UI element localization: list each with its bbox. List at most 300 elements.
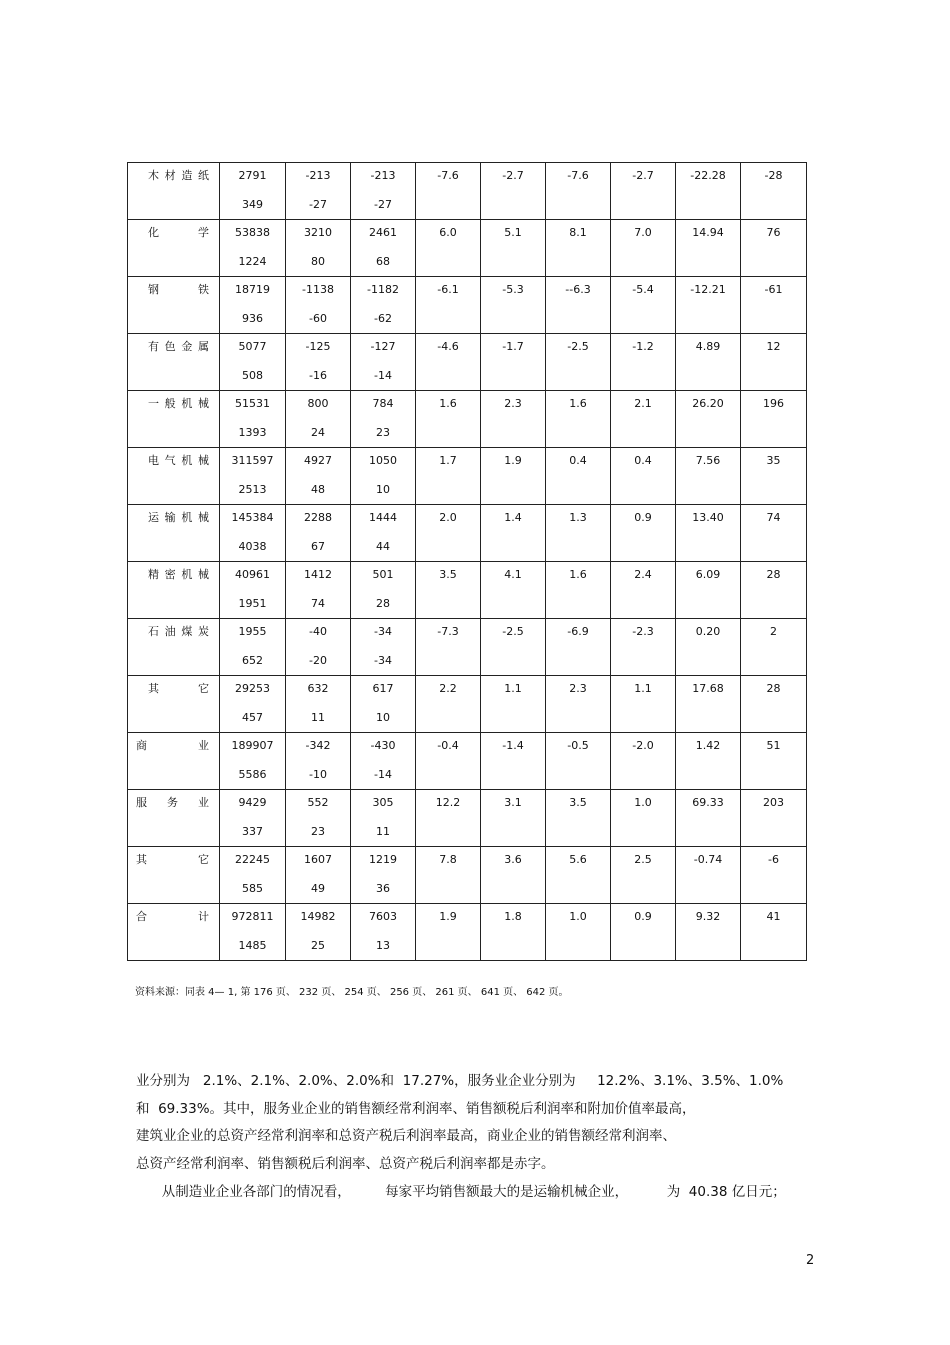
cell-value: 28 [376, 597, 390, 610]
table-row [128, 277, 807, 334]
cell-value: 4927 [304, 454, 332, 467]
ratio-cell [741, 562, 807, 619]
cell-value: 35 [766, 454, 781, 467]
cell-value: -22.28 [690, 169, 726, 182]
cell-value: 17.68 [692, 682, 724, 695]
industry-name-char: 电 [148, 454, 159, 467]
ratio-cell [611, 505, 676, 562]
industry-name-cell [128, 619, 220, 676]
ratio-cell [611, 733, 676, 790]
industry-name [128, 733, 219, 753]
cell-value: 2.1 [634, 397, 652, 410]
cell-value: 28 [766, 682, 781, 695]
cell-value: -34 [374, 625, 392, 638]
industry-name-char: 械 [197, 568, 209, 581]
cell-value: 2 [770, 625, 777, 638]
industry-name-char: 纸 [197, 169, 209, 182]
industry-name-cell [128, 676, 220, 733]
two-value-cell [220, 904, 286, 961]
ratio-cell [416, 733, 481, 790]
ratio-cell [676, 220, 741, 277]
ratio-cell [546, 733, 611, 790]
ratio-cell [676, 847, 741, 904]
two-value-cell [286, 277, 351, 334]
cell-value: 3210 [304, 226, 332, 239]
ratio-cell [546, 334, 611, 391]
cell-value: 1.6 [439, 397, 457, 410]
ratio-cell [416, 334, 481, 391]
industry-name-char: 机 [181, 511, 193, 524]
cell-value: 5586 [238, 768, 267, 781]
table-row [128, 448, 807, 505]
cell-value: 51531 [235, 397, 270, 410]
ratio-cell [741, 334, 807, 391]
cell-value: 4038 [238, 540, 267, 553]
industry-name [128, 334, 219, 354]
cell-value: 67 [311, 540, 325, 553]
ratio-cell [546, 562, 611, 619]
cell-value: -61 [764, 283, 783, 296]
ratio-cell [741, 163, 807, 220]
ratio-cell [481, 163, 546, 220]
industry-name-char: 机 [181, 454, 193, 467]
two-value-cell [351, 505, 416, 562]
cell-value: 9.32 [695, 910, 721, 923]
two-value-cell [220, 277, 286, 334]
cell-value: 145384 [231, 511, 274, 524]
cell-value: 1485 [238, 939, 267, 952]
industry-name [128, 220, 219, 240]
ratio-cell [481, 676, 546, 733]
cell-value: -1.7 [502, 340, 524, 353]
source-note: 资料来源：同表 4— 1, 第 176 页、 232 页、 254 页、 256 页、 261 页、 641 页、 642 页。 [135, 987, 569, 998]
industry-name-cell [128, 334, 220, 391]
cell-value: -2.5 [502, 625, 524, 638]
paragraph-line: 总资产经常利润率、销售额税后利润率、总资产税后利润率都是赤字。 [136, 1156, 555, 1172]
two-value-cell [220, 220, 286, 277]
cell-value: 1.6 [569, 397, 587, 410]
industry-name-cell [128, 448, 220, 505]
paragraph-line: 建筑业企业的总资产经常利润率和总资产税后利润率最高，商业企业的销售额经常利润率、 [136, 1128, 676, 1144]
cell-value: -20 [309, 654, 327, 667]
industry-name-char: 械 [197, 454, 209, 467]
industry-name [128, 448, 219, 468]
industry-name-char: 械 [197, 397, 209, 410]
cell-value: 48 [311, 483, 325, 496]
industry-name-char: 合 [136, 910, 147, 923]
cell-value: -27 [309, 198, 327, 211]
industry-name-char: 其 [136, 853, 147, 866]
cell-value: -430 [370, 739, 396, 752]
cell-value: -213 [305, 169, 331, 182]
industry-name [128, 163, 219, 183]
cell-value: 1951 [238, 597, 267, 610]
industry-name-char: 商 [136, 739, 147, 752]
cell-value: 2.2 [439, 682, 457, 695]
table-row [128, 790, 807, 847]
cell-value: 24 [311, 426, 325, 439]
cell-value: -5.3 [502, 283, 524, 296]
ratio-cell [741, 277, 807, 334]
ratio-cell [481, 790, 546, 847]
two-value-cell [220, 505, 286, 562]
cell-value: 0.9 [634, 910, 652, 923]
two-value-cell [220, 676, 286, 733]
cell-value: 2513 [238, 483, 267, 496]
cell-value: 26.20 [692, 397, 724, 410]
two-value-cell [220, 619, 286, 676]
cell-value: 1219 [369, 853, 397, 866]
two-value-cell [286, 619, 351, 676]
ratio-cell [416, 163, 481, 220]
cell-value: 40961 [235, 568, 270, 581]
ratio-cell [481, 847, 546, 904]
ratio-cell [481, 733, 546, 790]
industry-name-char: 其 [148, 682, 159, 695]
ratio-cell [416, 904, 481, 961]
ratio-cell [481, 904, 546, 961]
cell-value: 68 [376, 255, 390, 268]
ratio-cell [741, 904, 807, 961]
cell-value: 972811 [231, 910, 274, 923]
ratio-cell [416, 220, 481, 277]
cell-value: 7.56 [695, 454, 721, 467]
cell-value: 13.40 [692, 511, 724, 524]
paragraph-line: 业分别为 2.1%、2.1%、2.0%、2.0%和 17.27%，服务业企业分别为 12.2%、3.1%、3.5%、1.0% [136, 1073, 784, 1089]
ratio-cell [611, 277, 676, 334]
cell-value: 2.3 [569, 682, 587, 695]
table-row [128, 733, 807, 790]
cell-value: 51 [766, 739, 781, 752]
two-value-cell [220, 790, 286, 847]
industry-name-char: 它 [198, 682, 209, 695]
ratio-cell [611, 163, 676, 220]
ratio-cell [611, 334, 676, 391]
ratio-cell [546, 277, 611, 334]
cell-value: 5.6 [569, 853, 587, 866]
cell-value: 53838 [235, 226, 270, 239]
ratio-cell [611, 391, 676, 448]
ratio-cell [741, 220, 807, 277]
industry-name-cell [128, 163, 220, 220]
cell-value: 41 [766, 910, 781, 923]
cell-value: -14 [374, 369, 392, 382]
cell-value: -7.3 [437, 625, 459, 638]
ratio-cell [611, 790, 676, 847]
table-row [128, 163, 807, 220]
cell-value: -2.3 [632, 625, 654, 638]
industry-name-char: 密 [164, 568, 176, 581]
cell-value: 44 [376, 540, 390, 553]
cell-value: 76 [766, 226, 781, 239]
two-value-cell [286, 220, 351, 277]
cell-value: 800 [307, 397, 329, 410]
two-value-cell [286, 334, 351, 391]
industry-name-char: 它 [198, 853, 209, 866]
industry-name [128, 904, 219, 924]
cell-value: -0.5 [567, 739, 589, 752]
industry-name-char: 油 [164, 625, 176, 638]
industry-name-char: 属 [197, 340, 209, 353]
cell-value: -127 [370, 340, 396, 353]
two-value-cell [351, 334, 416, 391]
cell-value: 29253 [235, 682, 270, 695]
cell-value: -40 [309, 625, 327, 638]
industry-name-char: 务 [167, 796, 178, 809]
cell-value: 6.0 [439, 226, 457, 239]
ratio-cell [676, 505, 741, 562]
cell-value: 585 [242, 882, 263, 895]
cell-value: 552 [307, 796, 329, 809]
ratio-cell [676, 391, 741, 448]
paragraph-line: 从制造业企业各部门的情况看， 每家平均销售额最大的是运输机械企业， 为 40.38 亿日元； [136, 1184, 786, 1200]
industry-name-char: 石 [148, 625, 159, 638]
cell-value: -28 [764, 169, 783, 182]
two-value-cell [220, 163, 286, 220]
two-value-cell [220, 334, 286, 391]
ratio-cell [676, 448, 741, 505]
two-value-cell [351, 847, 416, 904]
cell-value: 1955 [238, 625, 267, 638]
table-row [128, 904, 807, 961]
ratio-cell [546, 676, 611, 733]
cell-value: 22245 [235, 853, 270, 866]
cell-value: 0.9 [634, 511, 652, 524]
ratio-cell [676, 562, 741, 619]
cell-value: 5077 [238, 340, 267, 353]
industry-name [128, 562, 219, 582]
industry-name-char: 运 [148, 511, 159, 524]
cell-value: 4.89 [695, 340, 721, 353]
industry-name-char: 材 [164, 169, 176, 182]
ratio-cell [546, 619, 611, 676]
industry-name-cell [128, 562, 220, 619]
table-row [128, 505, 807, 562]
two-value-cell [286, 733, 351, 790]
ratio-cell [676, 733, 741, 790]
cell-value: -16 [309, 369, 327, 382]
cell-value: -2.5 [567, 340, 589, 353]
cell-value: -34 [374, 654, 392, 667]
industry-name-char: 色 [164, 340, 176, 353]
cell-value: 2288 [304, 511, 332, 524]
cell-value: -1138 [302, 283, 334, 296]
ratio-cell [741, 676, 807, 733]
cell-value: 1.42 [695, 739, 721, 752]
industry-name-char: 有 [148, 340, 159, 353]
two-value-cell [286, 562, 351, 619]
ratio-cell [416, 847, 481, 904]
two-value-cell [286, 163, 351, 220]
cell-value: 49 [311, 882, 325, 895]
two-value-cell [220, 391, 286, 448]
paragraph-line: 和 69.33%。其中，服务业企业的销售额经常利润率、销售额税后利润率和附加价值率最高， [136, 1101, 696, 1117]
two-value-cell [351, 448, 416, 505]
ratio-cell [546, 163, 611, 220]
two-value-cell [351, 904, 416, 961]
ratio-cell [416, 391, 481, 448]
cell-value: 8.1 [569, 226, 587, 239]
ratio-cell [611, 619, 676, 676]
cell-value: 28 [766, 568, 781, 581]
two-value-cell [351, 163, 416, 220]
table-row [128, 676, 807, 733]
industry-name-char: 机 [181, 397, 193, 410]
two-value-cell [220, 733, 286, 790]
cell-value: 936 [242, 312, 263, 325]
cell-value: 12.2 [435, 796, 461, 809]
cell-value: 4.1 [504, 568, 522, 581]
two-value-cell [351, 733, 416, 790]
page-number: 2 [806, 1253, 815, 1268]
two-value-cell [286, 904, 351, 961]
two-value-cell [220, 562, 286, 619]
industry-name [128, 505, 219, 525]
industry-name-char: 气 [164, 454, 176, 467]
cell-value: 74 [766, 511, 781, 524]
two-value-cell [351, 619, 416, 676]
ratio-cell [676, 277, 741, 334]
industry-name [128, 790, 219, 810]
cell-value: 2.3 [504, 397, 522, 410]
cell-value: 3.6 [504, 853, 522, 866]
cell-value: 5.1 [504, 226, 522, 239]
industry-name-char: 业 [198, 739, 209, 752]
industry-name-cell [128, 220, 220, 277]
industry-name-char: 铁 [198, 283, 209, 296]
ratio-cell [416, 562, 481, 619]
two-value-cell [351, 220, 416, 277]
industry-name-cell [128, 505, 220, 562]
ratio-cell [741, 619, 807, 676]
cell-value: 2.0 [439, 511, 457, 524]
industry-name-char: 计 [198, 910, 209, 923]
cell-value: 337 [242, 825, 263, 838]
table-row [128, 220, 807, 277]
cell-value: -125 [305, 340, 331, 353]
table-body [128, 163, 807, 961]
ratio-cell [481, 562, 546, 619]
cell-value: 1.0 [569, 910, 587, 923]
two-value-cell [286, 847, 351, 904]
cell-value: 11 [376, 825, 390, 838]
industry-name-char: 业 [198, 796, 209, 809]
ratio-cell [741, 391, 807, 448]
ratio-cell [481, 505, 546, 562]
cell-value: 74 [311, 597, 325, 610]
cell-value: --6.3 [565, 283, 591, 296]
ratio-cell [416, 619, 481, 676]
industry-name-char: 炭 [197, 625, 209, 638]
cell-value: 10 [376, 483, 390, 496]
cell-value: 3.5 [439, 568, 457, 581]
cell-value: 1050 [369, 454, 397, 467]
cell-value: -2.7 [502, 169, 524, 182]
industry-name-char: 精 [148, 568, 159, 581]
industry-name-char: 钢 [148, 283, 159, 296]
ratio-cell [481, 619, 546, 676]
two-value-cell [351, 562, 416, 619]
cell-value: 311597 [231, 454, 274, 467]
two-value-cell [351, 676, 416, 733]
industry-name-char: 机 [181, 568, 193, 581]
ratio-cell [676, 334, 741, 391]
two-value-cell [351, 277, 416, 334]
cell-value: -10 [309, 768, 327, 781]
ratio-cell [546, 391, 611, 448]
cell-value: 1.4 [504, 511, 522, 524]
two-value-cell [286, 391, 351, 448]
cell-value: 617 [372, 682, 394, 695]
industry-name-char: 输 [164, 511, 176, 524]
ratio-cell [611, 448, 676, 505]
ratio-cell [546, 220, 611, 277]
ratio-cell [416, 505, 481, 562]
cell-value: 1607 [304, 853, 332, 866]
cell-value: -12.21 [690, 283, 726, 296]
cell-value: 1.8 [504, 910, 522, 923]
ratio-cell [611, 562, 676, 619]
cell-value: 36 [376, 882, 390, 895]
industry-name-char: 金 [181, 340, 193, 353]
ratio-cell [546, 448, 611, 505]
ratio-cell [481, 277, 546, 334]
cell-value: 80 [311, 255, 325, 268]
cell-value: -0.4 [437, 739, 459, 752]
ratio-cell [416, 790, 481, 847]
ratio-cell [676, 163, 741, 220]
cell-value: -62 [374, 312, 392, 325]
cell-value: 1.1 [634, 682, 652, 695]
cell-value: 0.4 [634, 454, 652, 467]
cell-value: 14.94 [692, 226, 724, 239]
cell-value: -342 [305, 739, 331, 752]
industry-name [128, 619, 219, 639]
cell-value: 0.4 [569, 454, 587, 467]
industry-name [128, 277, 219, 297]
industry-name-char: 煤 [181, 625, 193, 638]
table-row [128, 334, 807, 391]
industry-name-cell [128, 733, 220, 790]
cell-value: 305 [372, 796, 394, 809]
industry-name-char: 般 [164, 397, 176, 410]
two-value-cell [286, 448, 351, 505]
ratio-cell [481, 220, 546, 277]
cell-value: -5.4 [632, 283, 654, 296]
cell-value: 3.5 [569, 796, 587, 809]
cell-value: -27 [374, 198, 392, 211]
ratio-cell [741, 790, 807, 847]
ratio-cell [611, 904, 676, 961]
cell-value: 10 [376, 711, 390, 724]
ratio-cell [546, 505, 611, 562]
cell-value: 1.6 [569, 568, 587, 581]
industry-name-cell [128, 847, 220, 904]
industry-name [128, 676, 219, 696]
cell-value: 1444 [369, 511, 397, 524]
cell-value: 12 [766, 340, 781, 353]
cell-value: -6.1 [437, 283, 459, 296]
cell-value: 18719 [235, 283, 270, 296]
cell-value: 457 [242, 711, 263, 724]
table-row [128, 847, 807, 904]
cell-value: -7.6 [437, 169, 459, 182]
cell-value: 2.5 [634, 853, 652, 866]
table-row [128, 619, 807, 676]
ratio-cell [611, 676, 676, 733]
cell-value: -6 [768, 853, 779, 866]
ratio-cell [741, 733, 807, 790]
